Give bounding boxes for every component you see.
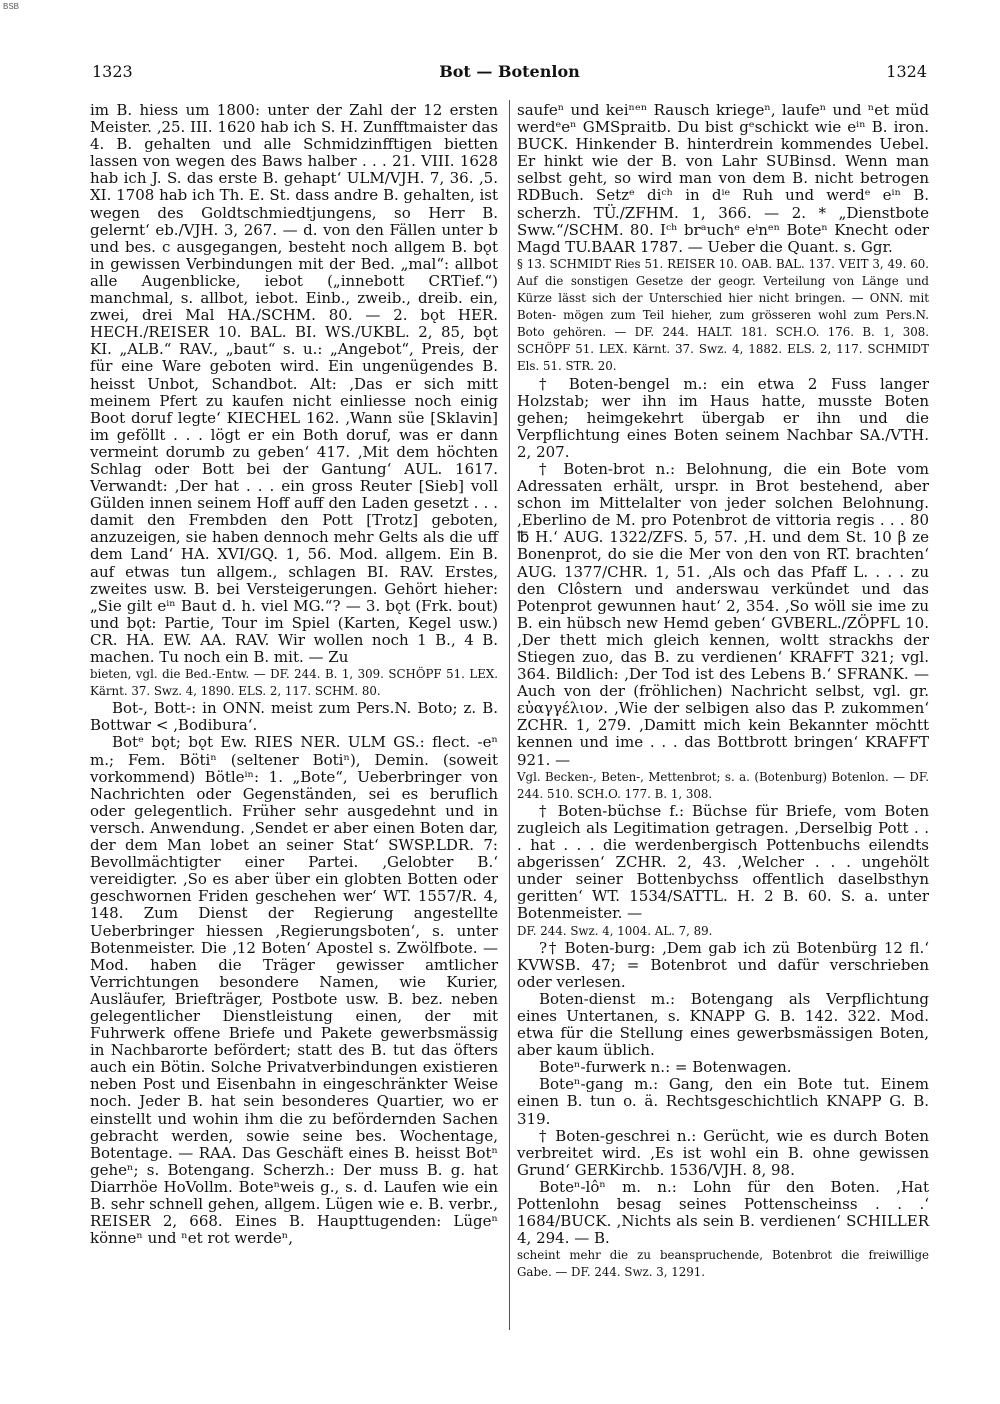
- entry-bot-references: bieten, vgl. die Bed.-Entw. — DF. 244. B. 1, 309. SCHÖPF 51. LEX. Kärnt. 37. Swz. 4, 1890. ELS. 2, 117. SCHM. 80.: [90, 667, 498, 699]
- entry-bote-references: § 13. SCHMIDT Ries 51. REISER 10. OAB. BAL. 137. VEIT 3, 49. 60. Auf die sonstigen Gesetze der geogr. Verteilung von Länge und Kürze lässt sich der Unterschied hier nicht bringen. — ONN. mit Boten- mögen zum Teil hieher, zum grösseren wohl zum Pers.N. Boto gehören. — DF. 244. HALT. 181. SCH.O. 176. B. 1, 308. SCHÖPF 51. LEX. Kärnt. 37. Swz. 4, 1882. ELS. 2, 117. SCHMIDT Els. 51. STR. 20.: [517, 256, 929, 374]
- entry-boten-furwerk: Boteⁿ-furwerk n.: = Botenwagen.: [539, 1058, 792, 1077]
- entry-bote: Botᵉ bǫt; bǫt Ew. RIES NER. ULM GS.: flect. -eⁿ m.; Fem. Bötiⁿ (seltener Botiⁿ), Demin. (soweit vorkommend) Bötleⁱⁿ: 1. „Bote“, Ueberbringer von Nachrichten oder Gegenständen, sei es beruflich oder gelegentlich. Früher sehr ausgedehnt und in versch. Anwendung. ‚Sendet er aber einen Boten dar, der dem Man lobet an seiner Stat‘ SWSP.LDR. 7: Bevollmächtigter einer Partei. ‚Gelobter B.‘ vereidigter. ‚So es aber über ein globten Botten oder geschwornen Friden geschehen wer‘ WT. 1557/R. 4, 148. Zum Dienst der Regierung angestellte Ueberbringer hiessen ‚Regierungsboten‘, s. unter Botenmeister. Die ‚12 Boten‘ Apostel s. Zwölfbote. — Mod. haben die Träger gewisser amtlicher Verrichtungen besondere Namen, wie Kurier, Ausläufer, Briefträger, Postbote usw. B. bez. neben gelegentlicher Dienstleistung einen, der mit Fuhrwerk offene Briefe und Pakete gewerbsmässig in Nachbarorte befördert; statt des B. tut das öfters auch ein Bötin. Solche Privatverbindungen existieren neben Post und Eisenbahn in eingeschränkter Weise noch. Jeder B. hat sein besonderes Quartier, wo er einstellt und wohin ihm die zu befördernden Sachen gebracht werden, sowie seine bes. Wochentage, Botentage. — RAA. Das Geschäft eines B. heisst Botⁿ geheⁿ; s. Botengang. Scherzh.: Der muss B. g. hat Diarrhöe HoVollm. Boteⁿweis g., s. d. Laufen wie ein B. sehr schnell gehen, allgem. Lügen wie e. B. verbr., REISER 2, 668. Eines B. Haupttugenden: Lügeⁿ könneⁿ und ⁿet rot werdeⁿ,: [90, 733, 498, 1248]
- entry-boten-brot: † Boten-brot n.: Belohnung, die ein Bote vom Adressaten erhält, urspr. in Brot bestehend, aber schon im Mittelalter von jeder solchen Belohnung. ‚Eberlino de M. pro Potenbrot de vittoria regis . . . 80 ℔ H.‘ AUG. 1322/ZFS. 5, 57. ‚H. und dem St. 10 β ze Bonenprot, do sie die Mer von den von RT. brachten‘ AUG. 1377/CHR. 1, 51. ‚Als och das Pfaff L. . . . zu den Clôstern und anderswau verkündet und das Potenprot gewunnen haut‘ 2, 354. ‚So wöll sie ime zu B. ein hübsch new Hemd geben‘ GVBERL./ZÖPFL 10. ‚Der thett mich gleich kennen, woltt strackhs der Stiegen zuo, das B. zu verdienen‘ KRAFFT 321; vgl. 364. Bildlich: ‚Der Tod ist des Lebens B.‘ SFRANK. — Auch von der (fröhlichen) Nachricht selbst, vgl. gr. εὐαγγέλιον. ‚Wie der selbigen also das P. zukommen‘ ZCHR. 1, 279. ‚Damitt mich kein Bekannter möchtt kennen und ime . . . das Bottbrott bringen‘ KRAFFT 921. —: [517, 459, 929, 769]
- entry-bote-continued: saufeⁿ und keiⁿᵉⁿ Rausch kriegeⁿ, laufeⁿ und ⁿet müd werdᵉeⁿ GMSpraitb. Du bist gᵉschickt wie eⁱⁿ B. iron. BUCK. Hinkender B. hinterdrein kommendes Uebel. Er hinkt wie der B. von Lahr SUBinsd. Wenn man selbst geht, so wird man von dem B. nicht betrogen RDBuch. Setzᵉ diᶜʰ in dⁱᵉ Ruh und werdᵉ eⁱⁿ B. scherzh. TÜ./ZFHM. 1, 366. — 2. * „Dienstbote Sww.“/SCHM. 80. Iᶜʰ brᵃuchᵉ eⁱnᵉⁿ Boteⁿ Knecht oder Magd TU.BAAR 1787. — Ueber die Quant. s. Ggr.: [517, 101, 929, 256]
- right-page-number: 1324: [886, 62, 927, 81]
- entry-boten-burg: ?† Boten-burg: ‚Dem gab ich zü Botenbürg 12 fl.‘ KVWSB. 47; = Botenbrot und dafür verschrieben oder verlesen.: [517, 938, 929, 991]
- entry-boten-buechse: † Boten-büchse f.: Büchse für Briefe, vom Boten zugleich als Legitimation getragen. ‚Derselbig Pott . . . hat . . . die werdenbergisch Pottenbuchs eilendts abgerissen‘ ZCHR. 2, 43. ‚Welcher . . . ungehölt under seiner Bottenbychss offentlich daselbsthyn geritten‘ WT. 1534/SATTL. H. 2 B. 60. S. a. unter Botenmeister. —: [517, 801, 929, 923]
- entry-boten-lon: Boteⁿ-lôⁿ m. n.: Lohn für den Boten. ‚Hat Pottenlohn besag seines Pottenscheinss . . .‘ 1684/BUCK. ‚Nichts als sein B. verdienen‘ SCHILLER 4, 294. — B.: [517, 1177, 929, 1248]
- running-title: Bot — Botenlon: [439, 62, 580, 81]
- left-page-number: 1323: [92, 62, 133, 81]
- column-divider: [509, 100, 510, 1330]
- entry-boten-bengel: † Boten-bengel m.: ein etwa 2 Fuss langer Holzstab; wer ihn im Haus hatte, musste Boten gehen; heimgekehrt übergab er ihn und die Verpflichtung eines Boten seinem Nachbar SA./VTH. 2, 207.: [517, 374, 929, 461]
- library-stamp: BSB: [3, 2, 20, 11]
- entry-boten-geschrei: † Boten-geschrei n.: Gerücht, wie es durch Boten verbreitet wird. ‚Es ist wohl ein B. ohne gewissen Grund‘ GERKirchb. 1536/VJH. 8, 98.: [517, 1126, 929, 1179]
- entry-bot-continued: im B. hiess um 1800: unter der Zahl der 12 ersten Meister. ‚25. III. 1620 hab ich S. H. Zunfftmaister das 4. B. gehalten und alle Schmidzinfftigen bietten lassen von wegen des Baws halber . . . 21. VIII. 1628 hab ich J. S. das erste B. gehapt‘ ULM/VJH. 7, 36. ‚5. XI. 1708 hab ich Th. E. St. dass andre B. gehalten, ist wegen des Goldtschmiedtjungens, so Herr B. gelernt‘ eb./VJH. 3, 267. — d. von den Fällen unter b und bes. c ausgegangen, besteht noch allgem B. bǫt in gewissen Verbindungen mit der Bed. „mal“: allbot alle Augenblicke, iebot („innebott CRTief.“) manchmal, s. allbot, iebot. Einb., zweib., dreib. ein, zwei, drei Mal HA./SCHM. 80. — 2. bǫt HER. HECH./REISER 10. BAL. BI. WS./UKBL. 2, 85, bǫt KI. „ALB.“ RAV., „baut“ s. u.: „Angebot“, Preis, der für eine Ware geboten wird. Ein ungenügendes B. heisst Unbot, Schandbot. Alt: ‚Das er sich mitt meinem Pfert zu kaufen nicht einliesse noch einig Boot doruf legte‘ KIECHEL 162. ‚Wann süe [Sklavin] im geföllt . . . lögt er ein Both doruf, was er dann vermeint dorumb zu geben‘ 417. ‚Mit dem höchten Schlag oder Bott bei der Gantung‘ AUL. 1617. Verwandt: ‚Der hat . . . ein gross Reuter [Sieb] voll Gülden innen seinem Hoff auff den Laden gesetzt . . . damit den Frembden den Pott [Trotz] geboten, anzuzeigen, sie haben dennoch mehr Gelts als die uff dem Land‘ HA. XVI/GQ. 1, 56. Mod. allgem. Ein B. auf etwas tun allgem., schlagen BI. RAV. Erstes, zweites usw. B. bei Versteigerungen. Gehört hieher: „Sie gilt eⁱⁿ Baut d. h. viel MG.“? — 3. bǫt (Frk. bout) und bǫt: Partie, Tour im Spiel (Karten, Kegel usw.) CR. HA. EW. AA. RAV. Wir wollen noch 1 B., 4 B. machen. Tu noch ein B. mit. — Zu: [90, 101, 499, 666]
- entry-boten-gang: Boteⁿ-gang m.: Gang, den ein Bote tut. Einem einen B. tun o. ä. Rechtsgeschichtlich KNAPP G. B. 319.: [517, 1075, 929, 1128]
- entry-boten-lon-references: scheint mehr die zu beanspruchende, Botenbrot die freiwillige Gabe. — DF. 244. Swz. 3, 1291.: [517, 1248, 929, 1280]
- right-column: [517, 102, 929, 1281]
- entry-boten-brot-references: Vgl. Becken-, Beten-, Mettenbrot; s. a. (Botenburg) Botenlon. — DF. 244. 510. SCH.O. 177. B. 1, 308.: [517, 769, 929, 801]
- left-column: [90, 102, 498, 1247]
- page-header: [92, 58, 927, 86]
- entry-boten-buechse-references: DF. 244. Swz. 4, 1004. AL. 7, 89.: [517, 923, 713, 938]
- entry-bot-prefix: Bot-, Bott-: in ONN. meist zum Pers.N. Boto; z. B. Bottwar < ‚Bodibura‘.: [90, 699, 498, 735]
- entry-boten-dienst: Boten-dienst m.: Botengang als Verpflichtung eines Untertanen, s. KNAPP G. B. 142. 322. Mod. etwa für die Stellung eines gewerbsmässigen Boten, aber kaum üblich.: [517, 989, 929, 1060]
